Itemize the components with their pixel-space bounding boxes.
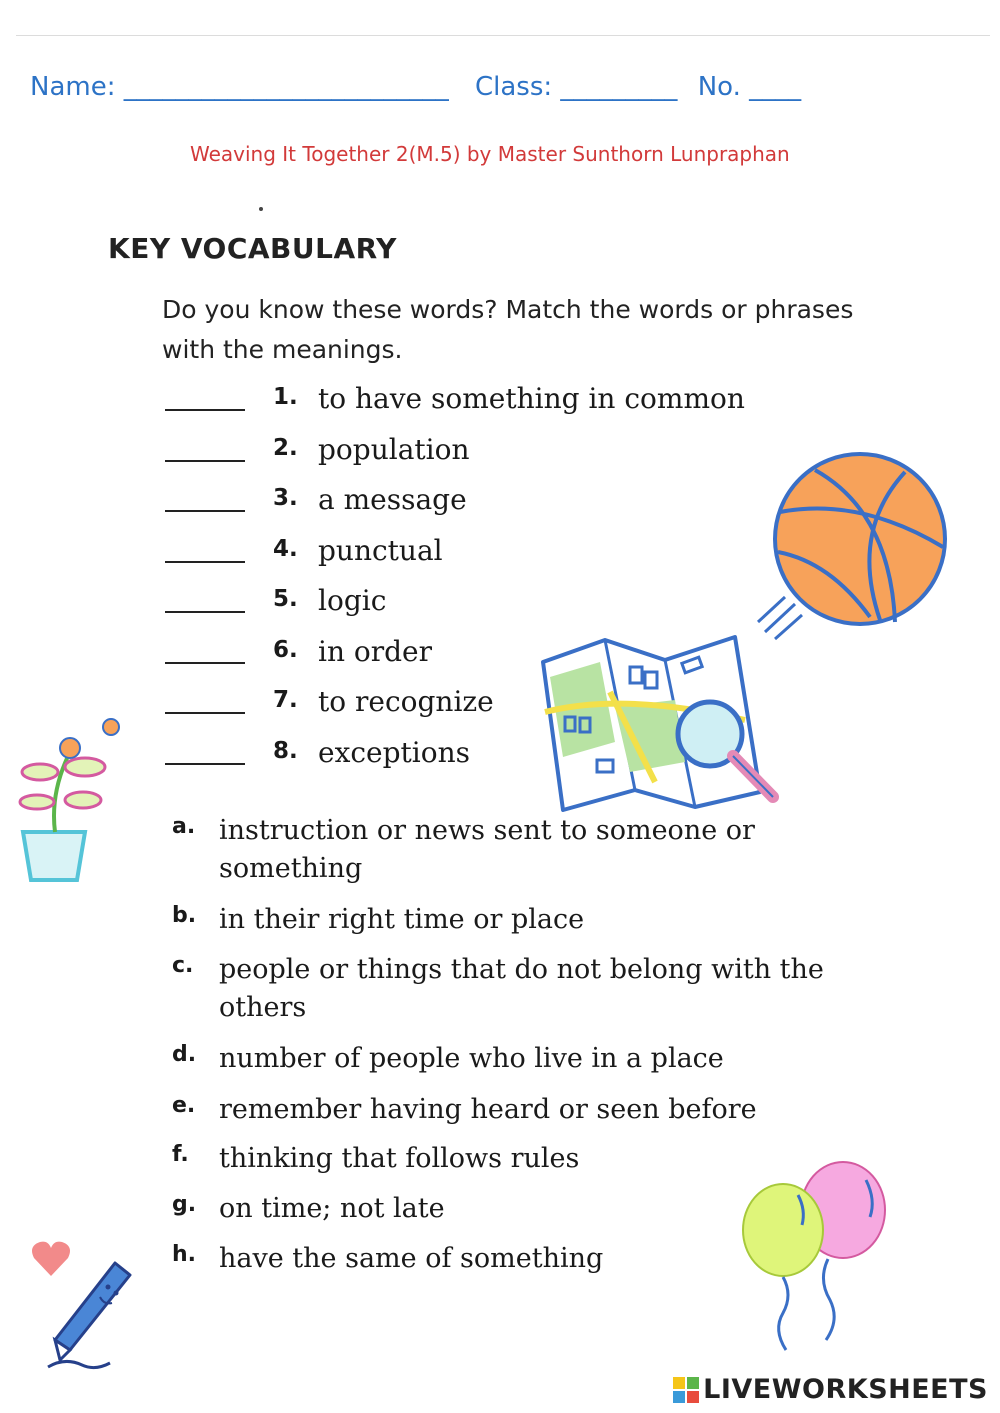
pen-icon <box>30 1255 140 1375</box>
item-number: 6. <box>273 637 298 663</box>
item-number: 3. <box>273 485 298 511</box>
meaning-letter: f. <box>172 1142 189 1167</box>
meaning-letter: b. <box>172 903 197 928</box>
item-number: 8. <box>273 738 298 764</box>
item-number: 4. <box>273 536 298 562</box>
meaning-text: have the same of something <box>219 1243 604 1274</box>
answer-blank[interactable] <box>165 409 245 411</box>
section-title: KEY VOCABULARY <box>108 232 397 265</box>
answer-blank[interactable] <box>165 712 245 714</box>
item-term: to have something in common <box>318 382 745 415</box>
item-number: 7. <box>273 687 298 713</box>
answer-blank[interactable] <box>165 561 245 563</box>
meaning-text: in their right time or place <box>219 904 585 935</box>
item-term: exceptions <box>318 736 471 769</box>
answer-blank[interactable] <box>165 763 245 765</box>
item-number: 2. <box>273 435 298 461</box>
meaning-text: on time; not late <box>219 1193 445 1224</box>
answer-blank[interactable] <box>165 510 245 512</box>
meaning-letter: h. <box>172 1242 197 1267</box>
item-term: to recognize <box>318 685 494 718</box>
meaning-letter: d. <box>172 1042 197 1067</box>
name-field-label[interactable]: Name: _________________________ <box>30 72 449 102</box>
item-number: 5. <box>273 586 298 612</box>
item-term: in order <box>318 635 433 668</box>
meaning-letter: a. <box>172 814 196 839</box>
item-number: 1. <box>273 384 298 410</box>
item-term: population <box>318 433 470 466</box>
item-term: a message <box>318 483 467 516</box>
answer-blank[interactable] <box>165 662 245 664</box>
meaning-letter: c. <box>172 953 194 978</box>
map-with-magnifier-icon <box>535 632 790 812</box>
meaning-text: instruction or news sent to someone or something <box>219 815 755 884</box>
class-field-label[interactable]: Class: _________ <box>475 72 678 102</box>
meaning-text: thinking that follows rules <box>219 1143 580 1174</box>
number-field-label[interactable]: No. ____ <box>697 72 802 102</box>
balloons-icon <box>738 1155 888 1365</box>
meaning-text: people or things that do not belong with the others <box>219 954 824 1023</box>
answer-blank[interactable] <box>165 611 245 613</box>
liveworksheets-logo-icon <box>673 1377 699 1403</box>
worksheet-subtitle: Weaving It Together 2(M.5) by Master Sunthorn Lunpraphan <box>190 142 790 166</box>
top-divider <box>16 35 990 36</box>
meaning-letter: e. <box>172 1093 196 1118</box>
item-term: logic <box>318 584 387 617</box>
item-term: punctual <box>318 534 443 567</box>
liveworksheets-brand[interactable] <box>673 1374 988 1405</box>
student-info-row <box>30 72 801 102</box>
meaning-letter: g. <box>172 1192 197 1217</box>
flower-pot-icon <box>15 712 130 892</box>
answer-blank[interactable] <box>165 460 245 462</box>
meaning-text: number of people who live in a place <box>219 1043 724 1074</box>
basketball-icon <box>740 452 955 652</box>
instruction-text: Do you know these words? Match the words or phrases with the meanings. <box>162 295 854 364</box>
meaning-text: remember having heard or seen before <box>219 1094 757 1125</box>
stray-dot <box>259 207 263 211</box>
brand-name: LIVEWORKSHEETS <box>703 1374 988 1405</box>
